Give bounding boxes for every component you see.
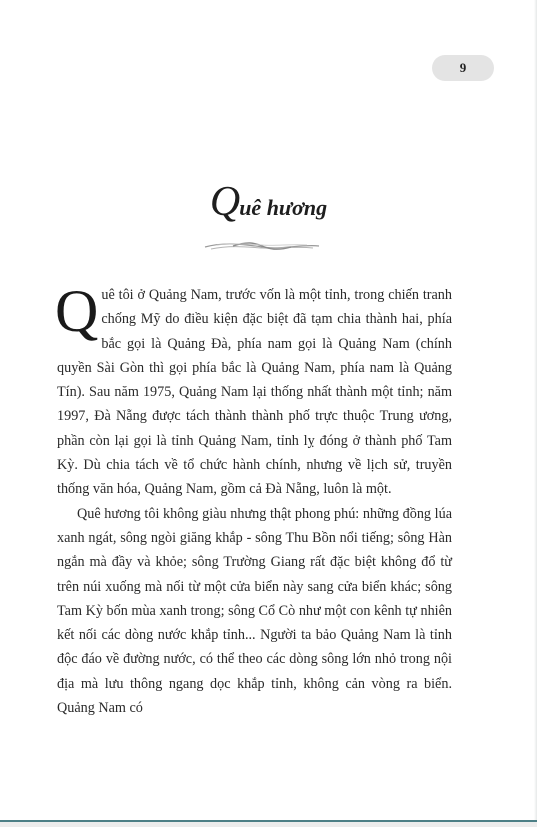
page-number: 9 <box>459 60 467 75</box>
paragraph-1-text: uê tôi ở Quảng Nam, trước vốn là một tỉnh, trong chiến tranh chống Mỹ do điều kiện đặc biệt đã tạm chia thành hai, phía bắc gọi là Quảng Đà, phía nam gọi là Quảng Nam (chính quyền Sài Gòn thì gọi phía bắc là Quảng Nam, phía nam là Quảng Tín). Sau năm 1975, Quảng Nam lại thống nhất thành một tỉnh; năm 1997, Đà Nẵng được tách thành thành phố trực thuộc Trung ương, phần còn lại gọi là tỉnh Quảng Nam, tỉnh lỵ đóng ở thành phố Tam Kỳ. Dù chia tách về tổ chức hành chính, nhưng về lịch sử, truyền thống văn hóa, Quảng Nam, gồm cả Đà Nẵng, luôn là một. <box>57 287 452 498</box>
title-flourish-divider-icon <box>203 238 321 254</box>
chapter-title-rest: uê hương <box>239 195 328 220</box>
chapter-title-initial: Q <box>209 179 240 225</box>
chapter-title <box>0 178 537 226</box>
page-number-badge <box>432 55 494 81</box>
bottom-edge-rule <box>0 820 537 827</box>
paragraph-2: Quê hương tôi không giàu nhưng thật phong phú: những đồng lúa xanh ngát, sông ngòi giăng khắp - sông Thu Bồn nổi tiếng; sông Hàn ngắn mà đầy và khỏe; sông Trường Giang rất đặc biệt không đổ từ trên núi xuống mà nối từ một cửa biển này sang cửa biển khác; sông Tam Kỳ bốn mùa xanh trong; sông Cổ Cò như một con kênh tự nhiên kết nối các dòng nước khắp tỉnh... Người ta bảo Quảng Nam là tỉnh độc đáo về đường nước, có thể theo các dòng sông lớn nhỏ trong nội địa mà lưu thông ngang dọc khắp tỉnh, không cản vòng ra biển. Quảng Nam có <box>57 505 452 717</box>
drop-cap: Q <box>55 278 99 344</box>
body-text <box>55 278 452 720</box>
paragraph-1 <box>55 278 452 502</box>
